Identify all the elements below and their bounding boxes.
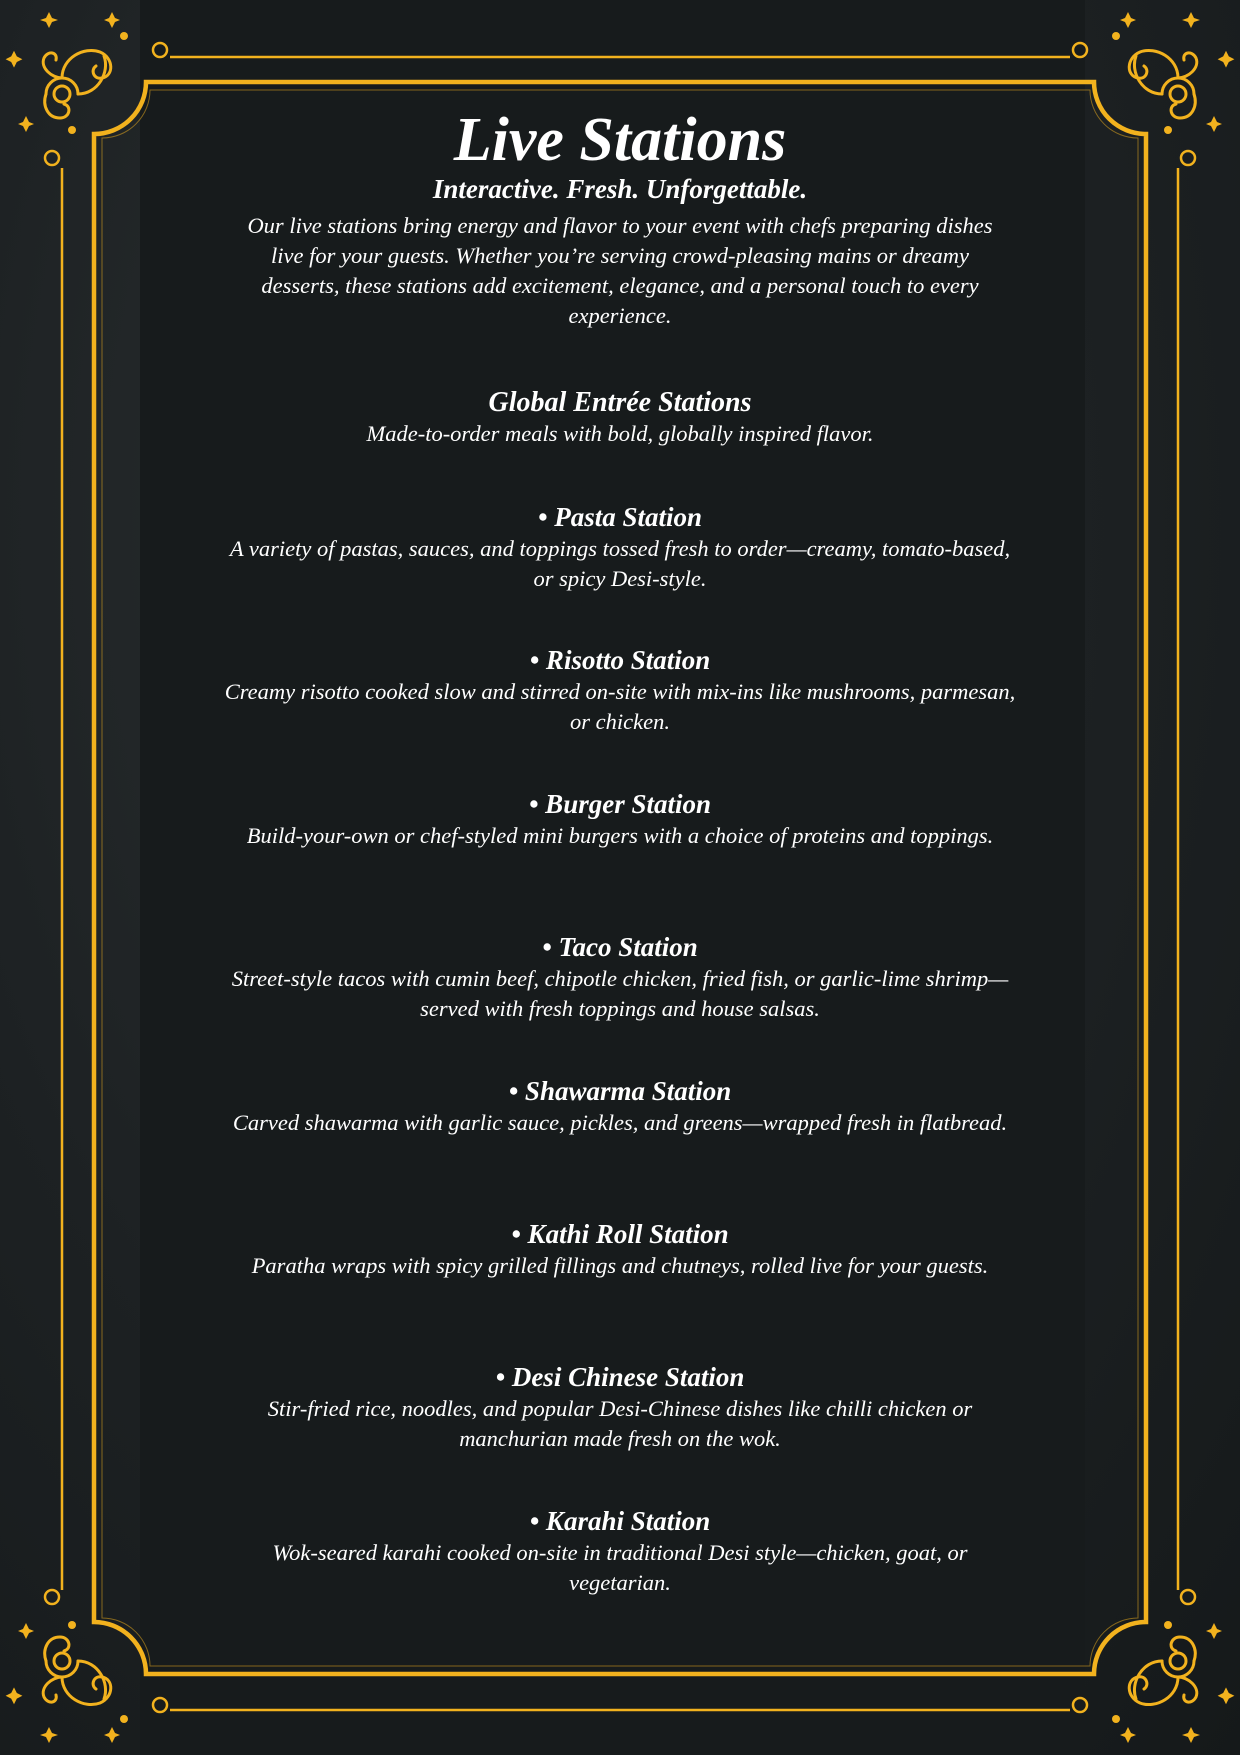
station-desi-chinese	[220, 1360, 1020, 1454]
station-burger	[220, 787, 1020, 851]
page-title: Live Stations	[453, 106, 787, 174]
station-name: • Risotto Station	[529, 645, 711, 675]
station-name: • Pasta Station	[538, 502, 702, 532]
station-shawarma	[220, 1074, 1020, 1138]
section-title: Global Entrée Stations	[488, 387, 752, 418]
station-name: • Burger Station	[528, 789, 711, 819]
station-description: Paratha wraps with spicy grilled fillings and chutneys, rolled live for your guests.	[251, 1253, 989, 1278]
station-description: Build-your-own or chef-styled mini burgers with a choice of proteins and toppings.	[246, 823, 994, 848]
station-description: Street-style tacos with cumin beef, chipotle chicken, fried fish, or garlic-lime shrimp—served with fresh toppings and house salsas.	[231, 966, 1009, 1021]
station-name: • Shawarma Station	[508, 1076, 732, 1106]
station-name: • Taco Station	[542, 932, 698, 962]
station-kathi-roll	[220, 1217, 1020, 1281]
tagline: Interactive. Fresh. Unforgettable.	[432, 174, 808, 204]
section-description: Made-to-order meals with bold, globally inspired flavor.	[366, 421, 874, 446]
station-karahi	[220, 1504, 1020, 1598]
station-name: • Desi Chinese Station	[495, 1362, 745, 1392]
station-taco	[220, 930, 1020, 1024]
intro-paragraph: Our live stations bring energy and flavor to your event with chefs preparing dishes live for your guests. Whether you’re serving crowd-pleasing mains or dreamy desserts, these stations add excitement, elegance, and a personal touch to every experience.	[247, 213, 993, 328]
station-description: A variety of pastas, sauces, and toppings tossed fresh to order—creamy, tomato-based, or spicy Desi-style.	[229, 536, 1011, 591]
station-pasta	[220, 500, 1020, 594]
station-risotto	[220, 643, 1020, 737]
station-description: Carved shawarma with garlic sauce, pickles, and greens—wrapped fresh in flatbread.	[232, 1110, 1008, 1135]
station-name: • Kathi Roll Station	[511, 1219, 729, 1249]
station-description: Creamy risotto cooked slow and stirred on-site with mix-ins like mushrooms, parmesan, or chicken.	[224, 679, 1016, 734]
station-description: Stir-fried rice, noodles, and popular Desi-Chinese dishes like chilli chicken or manchurian made fresh on the wok.	[267, 1396, 973, 1451]
station-description: Wok-seared karahi cooked on-site in traditional Desi style—chicken, goat, or vegetarian.	[272, 1540, 968, 1595]
station-name: • Karahi Station	[529, 1506, 711, 1536]
